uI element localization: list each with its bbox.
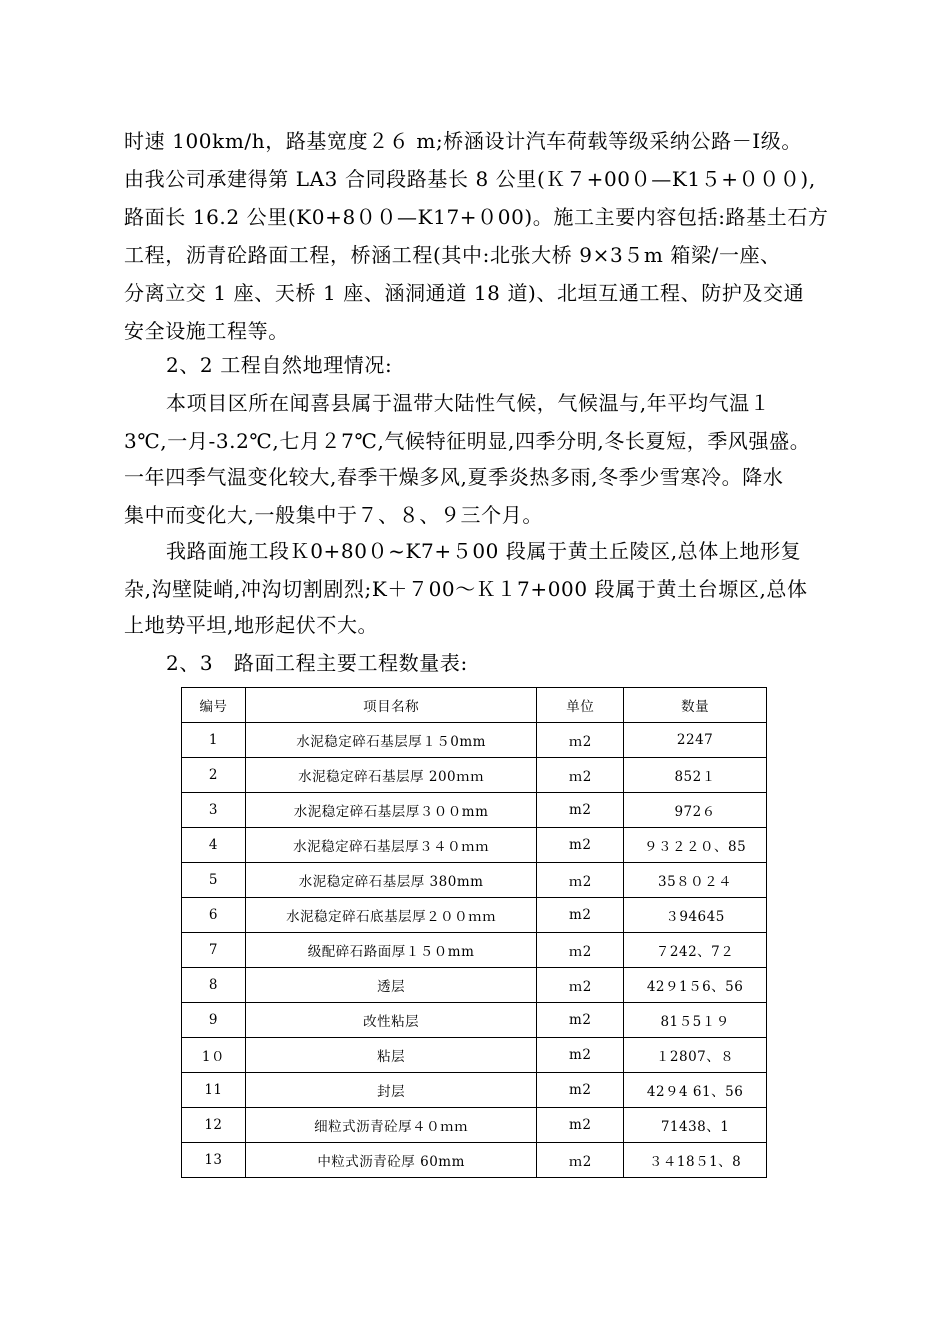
cell-number: 4 [182,828,246,863]
cell-number: 9 [182,1003,246,1038]
cell-quantity: ３94645 [624,898,767,933]
cell-unit: m2 [537,1003,624,1038]
cell-unit: ｍ2 [537,758,624,793]
header-unit: 单位 [537,688,624,723]
cell-quantity: 81５5１９ [624,1003,767,1038]
header-quantity: 数量 [624,688,767,723]
cell-number: 5 [182,863,246,898]
cell-quantity: １2807、８ [624,1038,767,1073]
cell-number: 2 [182,758,246,793]
paragraph-line: 时速 100km/h，路基宽度２６ m;桥涵设计汽车荷载等级采纳公路－Ⅰ级。 [124,129,802,153]
table-row [182,933,767,968]
paragraph-line: 分离立交 1 座、天桥 1 座、涵洞通道 18 道)、北垣互通工程、防护及交通 [124,281,805,305]
cell-number: 3 [182,793,246,828]
paragraph-line: 工程，沥青砼路面工程，桥涵工程(其中:北张大桥 9×3５m 箱梁/一座、 [124,243,781,267]
section-heading: 2、3 路面工程主要工程数量表: [166,651,468,675]
cell-item-name: 中粒式沥青砼厚 60mm [245,1143,536,1178]
cell-unit: ｍ2 [537,863,624,898]
cell-quantity: 42９4 61、56 [624,1073,767,1108]
paragraph-line: 杂,沟壁陡峭,冲沟切割剧烈;K＋７00～Ｋ１7+000 段属于黄土台塬区,总体 [124,577,808,601]
cell-number: 13 [182,1143,246,1178]
table-row [182,793,767,828]
cell-item-name: 改性粘层 [245,1003,536,1038]
table-row [182,898,767,933]
paragraph-line: 本项目区所在闻喜县属于温带大陆性气候，气候温与,年平均气温１ [166,391,771,415]
cell-quantity: ３４18５1、8 [624,1143,767,1178]
table-row [182,968,767,1003]
cell-item-name: 粘层 [245,1038,536,1073]
cell-item-name: 水泥稳定碎石基层厚３００mm [245,793,536,828]
cell-number: 1 [182,723,246,758]
cell-unit: m2 [537,1038,624,1073]
cell-quantity: 852１ [624,758,767,793]
cell-unit: m2 [537,1073,624,1108]
cell-quantity: 35８０２４ [624,863,767,898]
paragraph-line: 我路面施工段Ｋ0+80０~K7+５00 段属于黄土丘陵区,总体上地形复 [166,539,802,563]
table-row [182,828,767,863]
cell-item-name: 水泥稳定碎石底基层厚２００ｍｍ [245,898,536,933]
cell-number: 8 [182,968,246,1003]
cell-unit: m2 [537,828,624,863]
table-row [182,1073,767,1108]
table-row [182,1143,767,1178]
cell-item-name: 水泥稳定碎石基层厚 200ｍｍ [245,758,536,793]
cell-item-name: 水泥稳定碎石基层厚１５0mm [245,723,536,758]
paragraph-line: 3℃,一月-3.2℃,七月２7℃,气候特征明显,四季分明,冬长夏短，季风强盛。 [124,429,811,453]
cell-quantity: ９３２２０、85 [624,828,767,863]
paragraph-line: 集中而变化大,一般集中于７、８、９三个月。 [124,503,543,527]
paragraph-line: 由我公司承建得第 LA3 合同段路基长 8 公里(Ｋ７+00０—K1５+０００), [124,167,816,191]
table-row [182,863,767,898]
cell-item-name: 级配碎石路面厚１５０mm [245,933,536,968]
table-row [182,1108,767,1143]
header-number: 编号 [182,688,246,723]
cell-unit: ｍ2 [537,933,624,968]
cell-quantity: ７242、7２ [624,933,767,968]
paragraph-line: 路面长 16.2 公里(K0+8００—K17+０00)。施工主要内容包括:路基土石方 [124,205,829,229]
cell-item-name: 封层 [245,1073,536,1108]
table-row [182,758,767,793]
cell-quantity: 71438、1 [624,1108,767,1143]
cell-unit: ｍ2 [537,968,624,1003]
cell-number: 7 [182,933,246,968]
cell-unit: ｍ2 [537,723,624,758]
table-row [182,723,767,758]
cell-quantity: 2247 [624,723,767,758]
cell-unit: m2 [537,898,624,933]
cell-item-name: 水泥稳定碎石基层厚 380mm [245,863,536,898]
paragraph-line: 安全设施工程等。 [124,319,289,343]
header-item-name: 项目名称 [245,688,536,723]
cell-number: 12 [182,1108,246,1143]
table-row [182,1003,767,1038]
quantity-table [181,687,767,1178]
paragraph-line: 一年四季气温变化较大,春季干燥多风,夏季炎热多雨,冬季少雪寒冷。降水 [124,465,784,489]
cell-item-name: 透层 [245,968,536,1003]
cell-quantity: 42９1５6、56 [624,968,767,1003]
paragraph-line: 上地势平坦,地形起伏不大。 [124,613,379,637]
cell-number: 11 [182,1073,246,1108]
cell-number: 6 [182,898,246,933]
cell-unit: ｍ2 [537,1143,624,1178]
cell-item-name: 细粒式沥青砼厚４０ｍｍ [245,1108,536,1143]
cell-item-name: 水泥稳定碎石基层厚３４０ｍｍ [245,828,536,863]
cell-number: 1０ [182,1038,246,1073]
cell-unit: m2 [537,793,624,828]
table-header-row [182,688,767,723]
cell-unit: m2 [537,1108,624,1143]
cell-quantity: 972６ [624,793,767,828]
section-heading: 2、2 工程自然地理情况: [166,353,393,377]
table-row [182,1038,767,1073]
